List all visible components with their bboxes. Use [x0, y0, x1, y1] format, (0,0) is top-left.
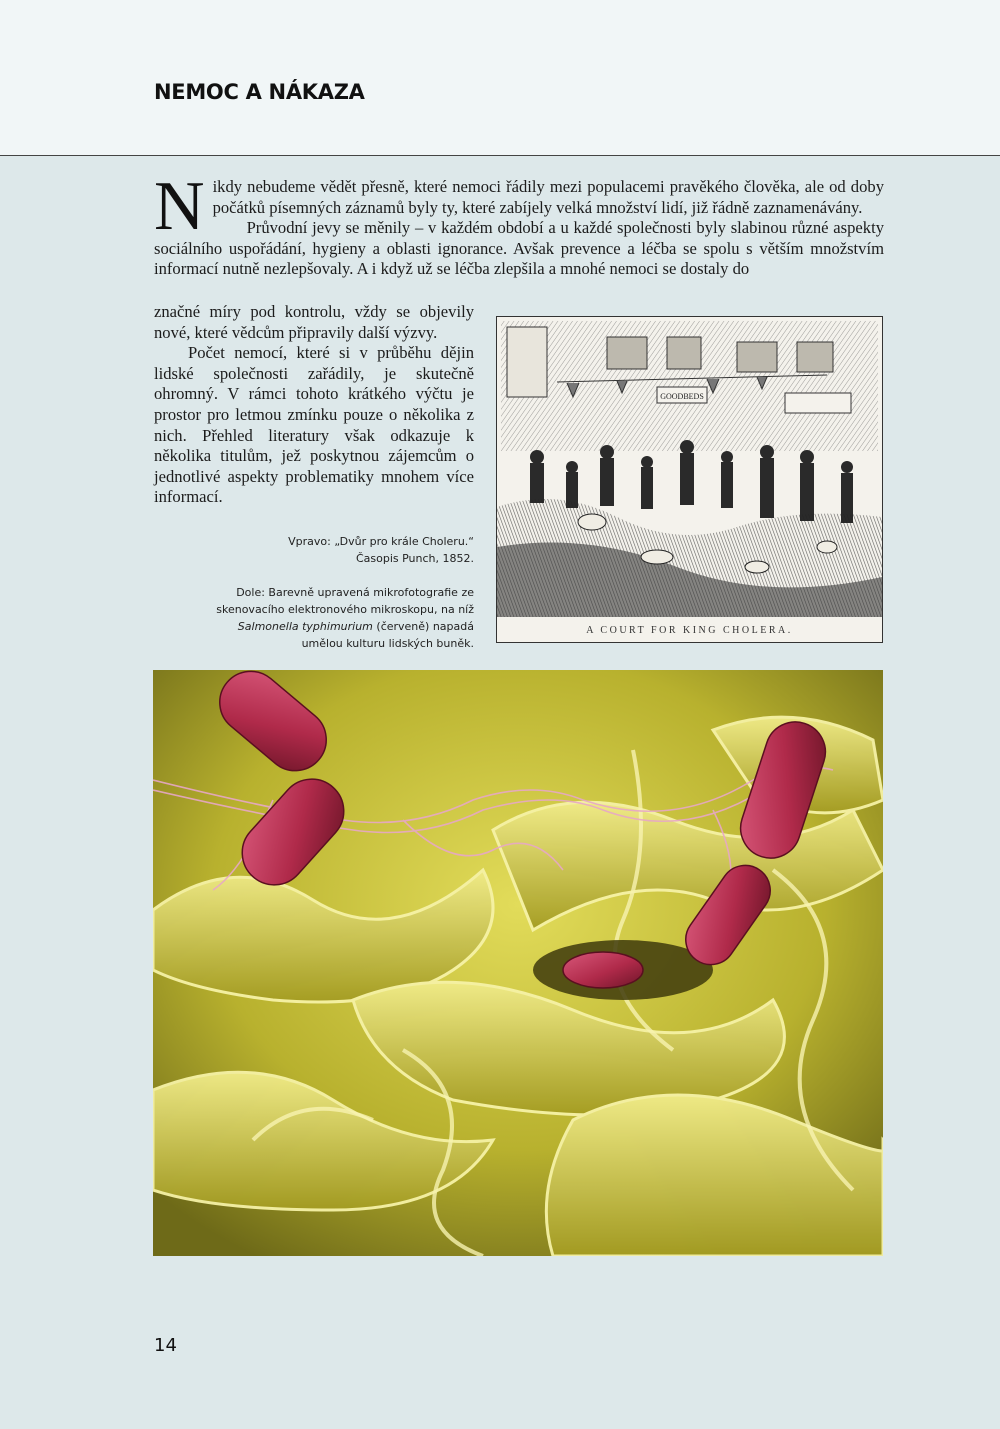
intro-text: [154, 168, 884, 280]
engraving-title: A COURT FOR KING CHOLERA.: [586, 625, 793, 636]
engraving-illustration: [496, 316, 883, 643]
caption-micrograph-species: Salmonella typhimurium: [237, 620, 373, 633]
caption-micrograph-suffix: (červeně) napadá umělou kulturu lidských buněk.: [301, 620, 474, 650]
svg-text:GOODBEDS: GOODBEDS: [660, 392, 704, 401]
drop-cap: N: [154, 168, 205, 245]
paragraph-1-text: ikdy nebudeme vědět přesně, které nemoci řádily mezi populacemi pravěkého člověka, ale od doby počátků písemných záznamů byly ty, které zabíjely velká množství lidí, již řádně zaznamenávány.: [212, 177, 884, 217]
paragraph-3: Počet nemocí, které si v průběhu dějin lidské společnosti zařádily, je skutečně ohromný. V rámci tohoto krátkého výčtu je prostor pro letmou zmínku pouze o několika z nich. Přehled literatury však odkazuje k několika titulům, jež poskytnou zájemcům o jednotlivé aspekty problematiky mnohem více informací.: [154, 343, 474, 507]
paragraph-2: Průvodní jevy se měnily – v každém období a u každé společnosti byly slabinou různé aspekty sociálního uspořádání, hygieny a oblasti ignorance. Avšak prevence a léčba se spolu s větším množstvím informací nutně nezlepšovaly. A i když už se léčba zlepšila a mnohé nemoci se dostaly do: [154, 218, 884, 279]
micrograph-image: [153, 670, 883, 1256]
left-column-text: [154, 302, 474, 508]
caption-engraving: [288, 533, 474, 567]
chapter-title: NEMOC A NÁKAZA: [154, 80, 365, 104]
caption-micrograph-prefix: Dole: Barevně upravená mikrofotografie ze skenovacího elektronového mikroskopu, na níž: [216, 586, 474, 616]
page-number: 14: [154, 1335, 177, 1356]
caption-engraving-line-1: Vpravo: „Dvůr pro krále Choleru.“: [288, 535, 474, 548]
paragraph-2-continued: značné míry pod kontrolu, vždy se objevily nové, které vědcům připravily další výzvy.: [154, 302, 474, 342]
page-header: [0, 0, 1000, 156]
caption-micrograph: [214, 584, 474, 652]
paragraph-1: [154, 168, 884, 245]
micrograph-scene: [153, 670, 883, 1256]
engraving-scene: [497, 317, 882, 617]
caption-engraving-line-2: Časopis Punch, 1852.: [355, 552, 474, 565]
